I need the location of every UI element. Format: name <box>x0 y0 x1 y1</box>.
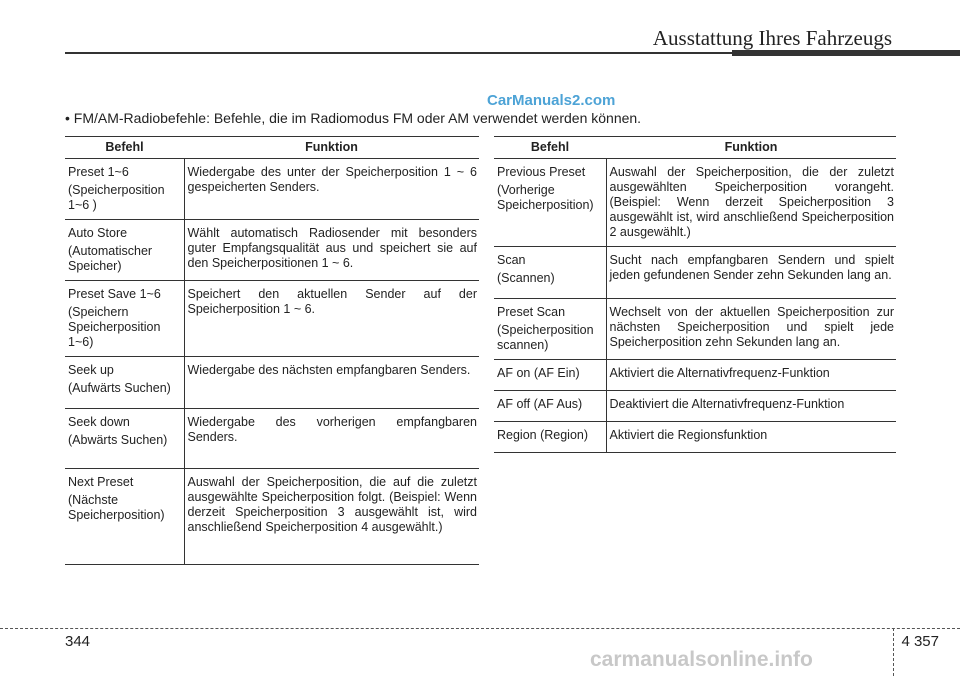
table-row <box>494 159 896 247</box>
footer-rule <box>0 628 960 629</box>
column-header-befehl: Befehl <box>65 137 184 159</box>
table-row <box>65 220 479 281</box>
table-row <box>494 360 896 391</box>
command-cell <box>494 299 606 360</box>
table-row <box>65 469 479 565</box>
command-name: Seek down <box>68 415 130 429</box>
function-description: Auswahl der Speicherposition, die der zuletzt ausgewählten Speicherposition vorangeht. (Beispiel: Wenn derzeit Speicherposition 3 ausgewählt ist, wird anschließend Speicherposition 2 ausgewählt.) <box>606 159 896 247</box>
command-name: Auto Store <box>68 226 128 240</box>
table-row <box>494 299 896 360</box>
command-translation: (Vorherige Speicherposition) <box>497 183 594 212</box>
function-description: Wiedergabe des unter der Speicherposition 1 ~ 6 gespeicherten Senders. <box>184 159 479 220</box>
command-name: Seek up <box>68 363 114 377</box>
table-row <box>65 409 479 469</box>
table-row <box>494 247 896 299</box>
chapter-title: Ausstattung Ihres Fahrzeugs <box>652 26 892 50</box>
command-name: Region (Region) <box>497 428 589 442</box>
table-row <box>494 391 896 422</box>
left-command-table <box>65 136 479 565</box>
command-translation: (Speichern Speicherposition 1~6) <box>68 305 161 349</box>
command-cell <box>494 422 606 453</box>
command-name: AF on (AF Ein) <box>497 366 580 380</box>
command-translation: (Automatischer Speicher) <box>68 244 153 273</box>
footer-divider <box>893 628 894 676</box>
function-description: Sucht nach empfangbaren Sendern und spielt jeden gefundenen Sender zehn Sekunden lang an. <box>606 247 896 299</box>
command-name: Preset 1~6 <box>68 165 129 179</box>
watermark-bottom: carmanualsonline.info <box>590 648 813 671</box>
column-header-funktion: Funktion <box>184 137 479 159</box>
command-cell <box>65 357 184 409</box>
column-header-funktion: Funktion <box>606 137 896 159</box>
command-translation: (Nächste Speicherposition) <box>68 493 165 522</box>
command-cell <box>494 360 606 391</box>
command-name: Next Preset <box>68 475 134 489</box>
command-translation: (Scannen) <box>497 271 555 285</box>
page-number-left: 344 <box>65 633 91 650</box>
right-command-table <box>494 136 896 453</box>
command-cell <box>65 281 184 357</box>
command-cell <box>65 409 184 469</box>
table-header-row <box>494 137 896 159</box>
watermark-top: CarManuals2.com <box>487 92 616 109</box>
command-name: AF off (AF Aus) <box>497 397 583 411</box>
command-cell <box>494 391 606 422</box>
function-description: Wechselt von der aktuellen Speicherposition zur nächsten Speicherposition und spielt jede Speicherposition zehn Sekunden lang an. <box>606 299 896 360</box>
command-name: Scan <box>497 253 526 267</box>
function-description: Aktiviert die Alternativfrequenz-Funktion <box>606 360 896 391</box>
command-name: Preset Save 1~6 <box>68 287 161 301</box>
function-description: Wiedergabe des nächsten empfangbaren Senders. <box>184 357 479 409</box>
function-description: Wiedergabe des vorherigen empfangbaren Senders. <box>184 409 479 469</box>
command-name: Preset Scan <box>497 305 566 319</box>
table-header-row <box>65 137 479 159</box>
command-translation: (Speicherposition scannen) <box>497 323 594 352</box>
page-number-right: 4 357 <box>901 633 939 650</box>
function-description: Auswahl der Speicherposition, die auf die zuletzt ausgewählte Speicherposition folgt. (Beispiel: Wenn derzeit Speicherposition 3 ausgewählt ist, wird anschließend Speicherposition 4 ausgewählt.) <box>184 469 479 565</box>
command-translation: (Aufwärts Suchen) <box>68 381 171 395</box>
command-name: Previous Preset <box>497 165 586 179</box>
column-header-befehl: Befehl <box>494 137 606 159</box>
function-description: Deaktiviert die Alternativfrequenz-Funktion <box>606 391 896 422</box>
table-row <box>494 422 896 453</box>
intro-text: • FM/AM-Radiobefehle: Befehle, die im Radiomodus FM oder AM verwendet werden können. <box>65 110 642 126</box>
table-row <box>65 159 479 220</box>
function-description: Aktiviert die Regionsfunktion <box>606 422 896 453</box>
command-cell <box>65 220 184 281</box>
function-description: Wählt automatisch Radiosender mit besonders guter Empfangsqualität aus und speichert sie auf den Speicherpositionen 1 ~ 6. <box>184 220 479 281</box>
command-cell <box>65 469 184 565</box>
table-row <box>65 281 479 357</box>
command-cell <box>65 159 184 220</box>
table-row <box>65 357 479 409</box>
function-description: Speichert den aktuellen Sender auf der Speicherposition 1 ~ 6. <box>184 281 479 357</box>
header-tab <box>732 50 960 56</box>
command-translation: (Abwärts Suchen) <box>68 433 168 447</box>
command-cell <box>494 247 606 299</box>
command-translation: (Speicherposition 1~6 ) <box>68 183 165 212</box>
command-cell <box>494 159 606 247</box>
